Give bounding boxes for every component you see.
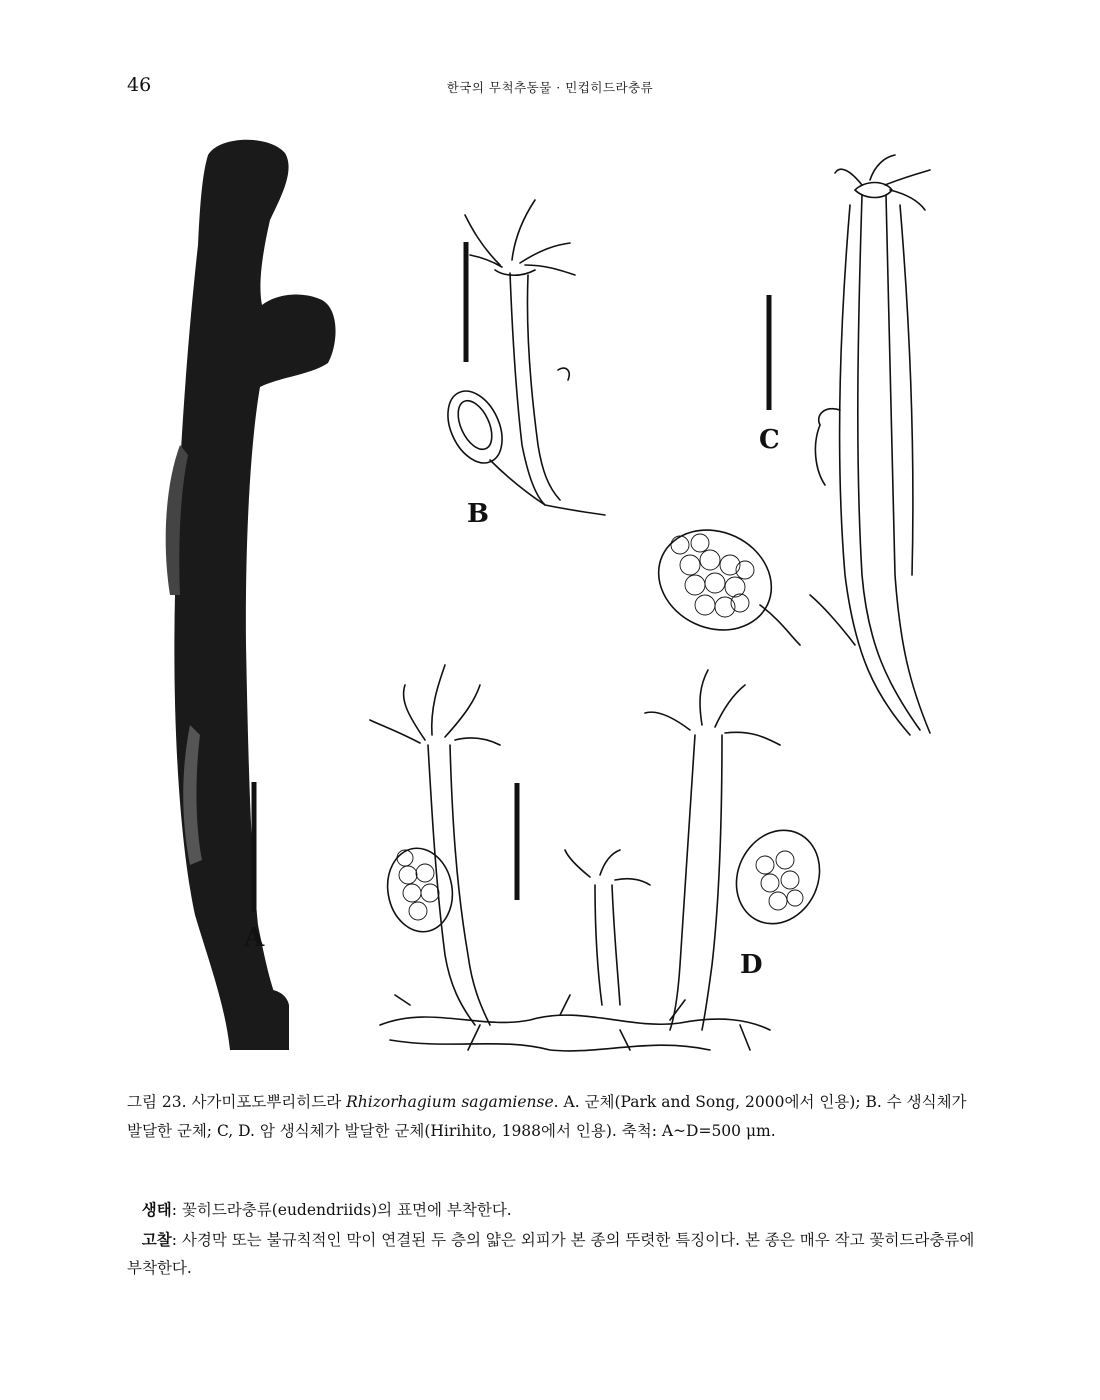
panel-d-drawing xyxy=(370,665,835,1051)
panel-a-holdfast xyxy=(238,989,289,1050)
panel-c-gonophore-stalk xyxy=(760,605,800,645)
panel-c-main-stalk xyxy=(858,195,920,730)
panel-d-right-gonophore xyxy=(721,817,834,938)
panel-d-right-stalk xyxy=(702,735,722,1030)
panel-d-tentacle xyxy=(700,670,708,725)
ecology-paragraph xyxy=(127,1196,977,1224)
panel-c-tentacle xyxy=(890,190,925,210)
panel-c-side-polyp xyxy=(819,409,840,425)
panel-c-main-stalk xyxy=(886,195,930,733)
panel-d-tentacle xyxy=(370,720,420,743)
ecology-text: : 꽃히드라충류(eudendriids)의 표면에 부착한다. xyxy=(171,1201,512,1219)
figure-illustration xyxy=(150,125,970,1060)
panel-d-stolon-network xyxy=(395,995,750,1050)
panel-c-drawing xyxy=(642,155,930,735)
panel-b-stolon xyxy=(490,460,605,515)
panel-b-drawing xyxy=(437,200,605,515)
remarks-text: : 사경막 또는 불규칙적인 막이 연결된 두 층의 얇은 외피가 본 종의 뚜렷한 특징이다. 본 종은 매우 작고 꽃히드라충류에 부착한다. xyxy=(127,1231,975,1277)
ecology-heading: 생태 xyxy=(141,1200,172,1219)
panel-d-right-stalk xyxy=(670,735,695,1030)
panel-d-tentacle xyxy=(404,685,425,740)
panel-d-tentacle xyxy=(445,685,480,737)
panel-d-stolon-network xyxy=(380,1015,770,1030)
panel-c-tentacle xyxy=(885,170,930,185)
panel-d-tentacle xyxy=(715,685,745,727)
panel-b-gonophore xyxy=(437,382,513,471)
panel-d-tentacle xyxy=(455,738,500,745)
panel-label-c: C xyxy=(759,425,780,455)
panel-c-perisarc xyxy=(840,205,910,735)
panel-c-perisarc xyxy=(900,205,913,575)
panel-c-egg-mass xyxy=(671,534,754,617)
panel-label-a: A xyxy=(244,923,265,953)
remarks-heading: 고찰 xyxy=(141,1230,172,1249)
remarks-paragraph xyxy=(127,1226,977,1282)
caption-lead: 그림 23. 사가미포도뿌리히드라 xyxy=(127,1093,347,1111)
panel-d-left-stalk xyxy=(450,745,490,1025)
caption-species-name: Rhizorhagium sagamiense xyxy=(346,1093,554,1111)
panel-d-left-gonophore xyxy=(381,843,459,937)
caption-body: . A. 군체(Park and Song, 2000에서 인용); B. 수 생식체가 발달한 군체; C, D. 암 생식체가 발달한 군체(Hirihito, 1988에서 인용). 축척: A~D=500 μm. xyxy=(127,1093,967,1140)
panel-b-hypostome xyxy=(495,270,535,275)
panel-d-tentacle xyxy=(615,879,650,885)
panel-c-stolon xyxy=(810,595,855,645)
panel-b-hydranth-stalk xyxy=(527,275,560,500)
panel-d-tentacle xyxy=(725,732,780,745)
panel-a-stem xyxy=(174,140,335,1050)
panel-a-colony xyxy=(166,140,336,1050)
panel-d-tentacle xyxy=(645,712,690,730)
panel-d-middle-stalk xyxy=(595,885,602,1005)
panel-c-side-polyp xyxy=(815,425,825,485)
panel-c-gonophore xyxy=(642,512,788,648)
page-number: 46 xyxy=(127,74,152,96)
running-title: 한국의 무척추동물 · 민컵히드라충류 xyxy=(446,80,654,95)
panel-d-stolon-network xyxy=(390,1040,710,1051)
panel-d-tentacle xyxy=(565,850,590,877)
figure-caption xyxy=(127,1088,977,1146)
panel-b-tentacle xyxy=(525,265,575,275)
panel-c-hypostome xyxy=(855,183,892,198)
panel-label-b: B xyxy=(467,499,489,529)
panel-d-tentacle xyxy=(432,665,445,735)
panel-d-middle-stalk xyxy=(612,885,620,1005)
figure-23 xyxy=(150,125,970,1060)
panel-b-tentacle xyxy=(520,243,570,263)
panel-d-tentacle xyxy=(600,850,620,875)
panel-b-small-bud xyxy=(558,368,569,380)
panel-c-tentacle xyxy=(870,155,895,180)
panel-b-tentacle xyxy=(512,200,535,260)
panel-label-d: D xyxy=(740,950,763,980)
panel-c-tentacle xyxy=(835,169,862,185)
